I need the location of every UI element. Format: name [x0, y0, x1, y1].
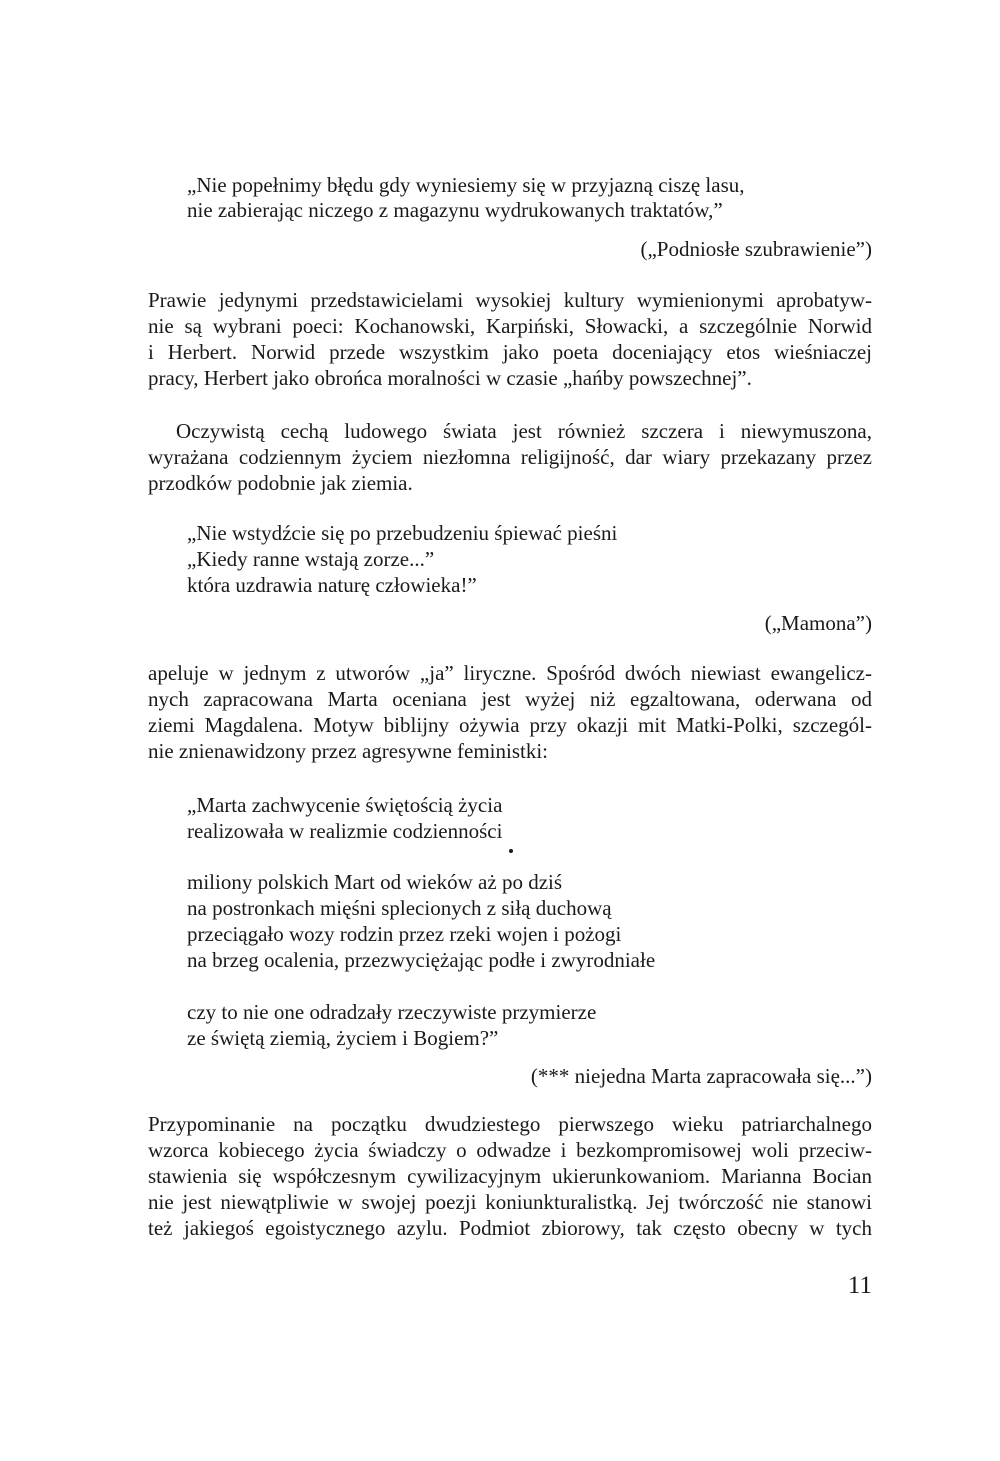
paragraph-4-line-2: wzorca kobiecego życia świadczy o odwadze i bezkompromisowej woli przeciw-: [148, 1138, 872, 1162]
quote-1-source: („Podniosłe szubrawienie”): [640, 237, 872, 261]
quote-3-stanza-2-line-4: na brzeg ocalenia, przezwyciężając podłe i zwyrodniałe: [187, 948, 656, 972]
paragraph-1-line-3: i Herbert. Norwid przede wszystkim jako poeta doceniający etos wieśniaczej: [148, 340, 872, 364]
quote-1-line-2: nie zabierając niczego z magazynu wydrukowanych traktatów,”: [187, 198, 723, 222]
quote-3-stanza-3-line-1: czy to nie one odradzały rzeczywiste przymierze: [187, 1000, 597, 1024]
page-number: 11: [847, 1272, 872, 1299]
paragraph-2-line-2: wyrażana codziennym życiem niezłomna religijność, dar wiary przekazany przez: [148, 445, 872, 469]
paragraph-4-line-1: Przypominanie na początku dwudziestego pierwszego wieku patriarchalnego: [148, 1112, 872, 1136]
paragraph-3-line-2: nych zapracowana Marta oceniana jest wyżej niż egzaltowana, oderwana od: [148, 687, 872, 711]
quote-2-line-1: „Nie wstydźcie się po przebudzeniu śpiewać pieśni: [187, 521, 618, 545]
quote-2-line-3: która uzdrawia naturę człowieka!”: [187, 573, 477, 597]
quote-3-stanza-1-line-2: realizowała w realizmie codzienności: [187, 819, 503, 843]
quote-3-source: (*** niejedna Marta zapracowała się...”): [530, 1064, 872, 1088]
paragraph-4-line-4: nie jest niewątpliwie w swojej poezji koniunkturalistką. Jej twórczość nie stanowi: [148, 1190, 872, 1214]
quote-2-source: („Mamona”): [764, 611, 872, 635]
quote-2-line-2: „Kiedy ranne wstają zorze...”: [187, 547, 435, 571]
stanza-separator-dot: [509, 849, 513, 853]
paragraph-3-line-1: apeluje w jednym z utworów „ja” liryczne. Spośród dwóch niewiast ewangelicz-: [148, 661, 872, 685]
paragraph-1-line-1: Prawie jedynymi przedstawicielami wysokiej kultury wymienionymi aprobatyw-: [148, 288, 872, 312]
paragraph-2-line-1: Oczywistą cechą ludowego świata jest również szczera i niewymuszona,: [176, 419, 872, 443]
quote-3-stanza-2-line-1: miliony polskich Mart od wieków aż po dziś: [187, 870, 563, 894]
paragraph-1-line-4: pracy, Herbert jako obrońca moralności w czasie „hańby powszechnej”.: [148, 366, 752, 390]
paragraph-3-line-3: ziemi Magdalena. Motyw biblijny ożywia przy okazji mit Matki-Polki, szczegól-: [148, 713, 872, 737]
quote-3-stanza-2-line-3: przeciągało wozy rodzin przez rzeki wojen i pożogi: [187, 922, 622, 946]
paragraph-4-line-5: też jakiegoś egoistycznego azylu. Podmiot zbiorowy, tak często obecny w tych: [148, 1216, 872, 1240]
quote-1-line-1: „Nie popełnimy błędu gdy wyniesiemy się w przyjazną ciszę lasu,: [187, 173, 745, 197]
quote-3-stanza-1-line-1: „Marta zachwycenie świętością życia: [187, 793, 503, 817]
quote-3-stanza-2-line-2: na postronkach mięśni splecionych z siłą duchową: [187, 896, 612, 920]
quote-3-stanza-3-line-2: ze świętą ziemią, życiem i Bogiem?”: [187, 1026, 499, 1050]
paragraph-2-line-3: przodków podobnie jak ziemia.: [148, 471, 413, 495]
paragraph-1-line-2: nie są wybrani poeci: Kochanowski, Karpiński, Słowacki, a szczególnie Norwid: [148, 314, 872, 338]
paragraph-3-line-4: nie znienawidzony przez agresywne feministki:: [148, 739, 549, 763]
paragraph-4-line-3: stawienia się współczesnym cywilizacyjnym ukierunkowaniom. Marianna Bocian: [148, 1164, 872, 1188]
